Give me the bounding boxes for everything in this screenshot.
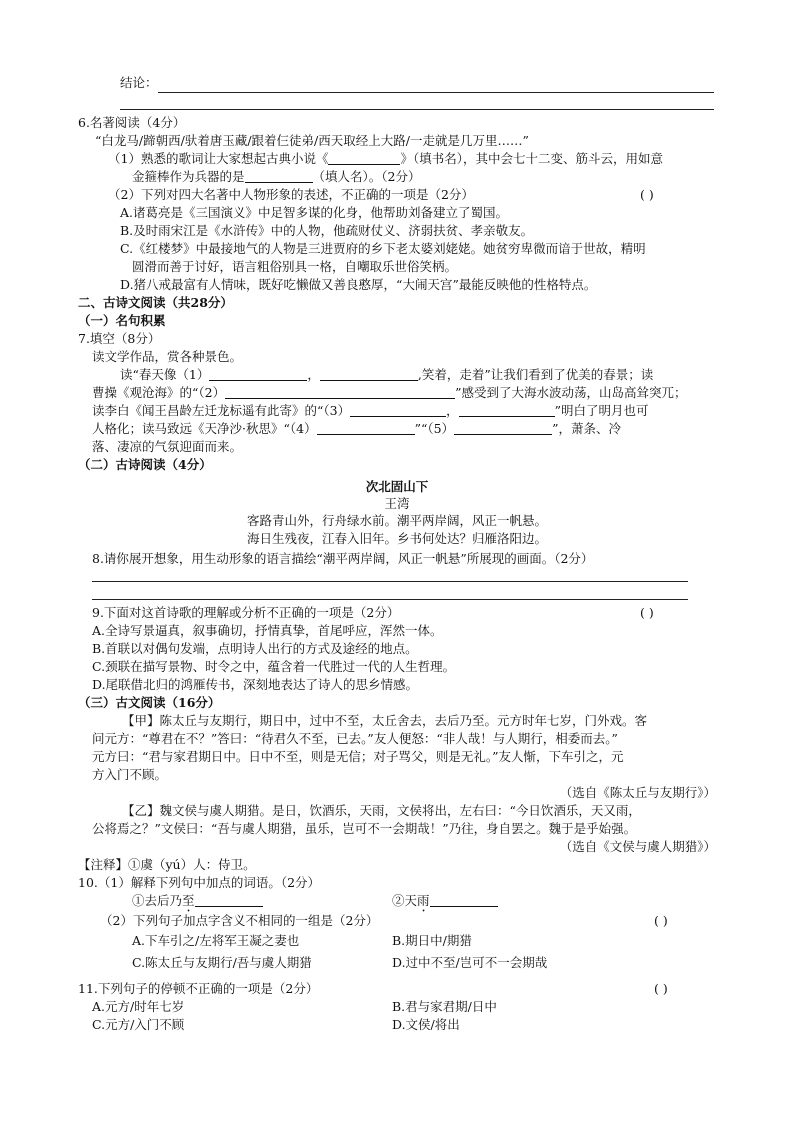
conclusion-line-2 xyxy=(120,109,714,110)
q10-text: 10.（1）解释下列句中加点的词语。（2分） xyxy=(78,875,321,890)
q8-answer-line-2[interactable] xyxy=(92,599,688,600)
subsection2-title: （二）古诗阅读（4分） xyxy=(78,457,212,472)
q11-text: 11.下列句子的停顿不正确的一项是（2分） xyxy=(78,981,319,996)
annotation-note: 【注释】①虞（yú）人：侍卫。 xyxy=(78,857,256,872)
passage-jia-source: （选自《陈太丘与友期行》） xyxy=(559,785,716,800)
q7-l4b: ”“（5） xyxy=(414,421,455,436)
q7-title: 7.填空（8分） xyxy=(78,331,161,346)
q10-blank-2[interactable] xyxy=(430,892,498,907)
q6-sub1-b: 》（填书名），其中会七十二变、筋斗云，用如意 xyxy=(400,151,663,166)
q7-blank-1b[interactable] xyxy=(320,366,418,381)
q10-option-a: A.下车引之/左将军王凝之妻也 xyxy=(132,933,300,948)
q7-l2a: 曹操《观沧海》的“（2） xyxy=(92,385,226,400)
q6-option-b: B.及时雨宋江是《水浒传》中的人物，他疏财仗义、济弱扶贫、孝亲敬友。 xyxy=(120,223,534,238)
passage-yi-1: 【乙】魏文侯与虞人期猎。是日，饮酒乐，天雨，文侯将出，左右曰：“今日饮酒乐，天又雨， xyxy=(122,803,641,818)
q7-blank-5[interactable] xyxy=(454,420,552,435)
q6-sub1-a: （1）熟悉的歌词让大家想起古典小说《 xyxy=(108,151,329,166)
q6-option-c-2: 圆滑而善于讨好，语言粗俗别具一格，自嘲取乐世俗笑柄。 xyxy=(132,259,458,274)
q10-option-d: D.过中不至/岂可不一会期哉 xyxy=(392,955,548,970)
q6-name-blank[interactable] xyxy=(245,168,313,183)
q11-option-a: A.元方/时年七岁 xyxy=(92,999,185,1014)
q10-sub2: （2）下列句子加点字含义不相同的一组是（2分） xyxy=(100,913,379,928)
q7-l4a: 人格化；读马致远《天净沙·秋思》“（4） xyxy=(92,421,317,436)
q6-sub1-d: （填人名）。（2分） xyxy=(312,169,421,184)
q6-option-c-1: C.《红楼梦》中最接地气的人物是三进贾府的乡下老太婆刘姥姥。她贫穷卑微而谙于世故，精明 xyxy=(120,241,646,256)
q8-text: 8.请你展开想象，用生动形象的语言描绘“潮平两岸阔，风正一帆悬”所展现的画面。（2分） xyxy=(92,551,594,566)
passage-jia-3: 元方曰：“君与家君期日中。日中不至，则是无信；对子骂父，则是无礼。”友人惭，下车引之，元 xyxy=(92,749,624,764)
poem-line-1: 客路青山外，行舟绿水前。潮平两岸阔，风正一帆悬。 xyxy=(246,513,547,528)
passage-jia-4: 方入门不顾。 xyxy=(92,767,168,782)
q9-option-b: B.首联以对偶句发端，点明诗人出行的方式及途经的地点。 xyxy=(92,641,418,656)
passage-jia-2: 问元方：“尊君在不？”答曰：“待君久不至，已去。”友人便怒：“非人哉！与人期行，相委而去。” xyxy=(92,731,618,746)
q7-l1b: ， xyxy=(307,367,320,382)
q6-answer-paren[interactable]: ( ) xyxy=(640,187,654,202)
q7-l3a: 读李白《闻王昌龄左迁龙标遥有此寄》的“（3） xyxy=(92,403,351,418)
q9-text: 9.下面对这首诗歌的理解或分析不正确的一项是（2分） xyxy=(92,605,400,620)
q7-line-2 xyxy=(92,384,687,403)
q7-l1c: ,笑着，走着”让我们看到了优美的春景；读 xyxy=(417,367,654,382)
q9-option-c: C.颈联在描写景物、时令之中，蕴含着一代胜过一代的人生哲理。 xyxy=(92,659,456,674)
q6-option-d: D.猪八戒最富有人情味，既好吃懒做又善良憨厚，“大闹天宫”最能反映他的性格特点。 xyxy=(120,277,597,292)
q7-line-4 xyxy=(92,420,621,439)
q7-line-5: 落、凄凉的气氛迎面而来。 xyxy=(92,439,243,454)
q11-option-b: B.君与家君期/日中 xyxy=(392,999,497,1014)
q10-option-b: B.期日中/期猎 xyxy=(392,933,472,948)
q6-sub2: （2）下列对四大名著中人物形象的表述，不正确的一项是（2分） xyxy=(108,187,474,202)
subsection1-title: （一）名句积累 xyxy=(78,313,166,328)
passage-yi-source: （选自《文侯与虞人期猎》） xyxy=(559,839,716,854)
passage-yi-2: 公将焉之？”文侯曰：“吾与虞人期猎，虽乐，岂可不一会期哉！”乃往，身自罢之。魏于是乎始强。 xyxy=(92,821,637,836)
q6-book-blank[interactable] xyxy=(328,150,400,165)
q7-blank-4[interactable] xyxy=(317,420,415,435)
q10-item-1-dotted: 至 xyxy=(182,893,195,908)
q7-line-3 xyxy=(92,402,649,421)
q7-blank-1a[interactable] xyxy=(209,366,307,381)
q10-blank-1[interactable] xyxy=(195,892,263,907)
q11-answer-paren[interactable]: ( ) xyxy=(654,981,668,996)
q7-l4c: ”，萧条、冷 xyxy=(552,421,621,436)
q7-l3c: ”明白了明月也可 xyxy=(554,403,649,418)
q7-blank-2[interactable] xyxy=(225,384,455,399)
q10-answer-paren[interactable]: ( ) xyxy=(654,913,668,928)
q11-option-c: C.元方/入门不顾 xyxy=(92,1017,185,1032)
q10-item-2-text: ②天 xyxy=(392,893,418,908)
q10-item-2 xyxy=(392,892,498,915)
q7-intro: 读文学作品，赏各种景色。 xyxy=(92,349,243,364)
q9-option-d: D.尾联借北归的鸿雁传书，深刻地表达了诗人的思乡情感。 xyxy=(92,677,419,692)
q6-sub1-c: 金箍棒作为兵器的是 xyxy=(132,169,245,184)
q11-option-d: D.文侯/将出 xyxy=(392,1017,460,1032)
conclusion-label: 结论： xyxy=(120,75,158,90)
q7-blank-3a[interactable] xyxy=(350,402,446,417)
poem-line-2: 海日生残夜，江春入旧年。乡书何处达？归雁洛阳边。 xyxy=(246,531,547,546)
q6-sub1 xyxy=(108,150,663,169)
poem-author: 王湾 xyxy=(384,496,410,511)
poem-title: 次北固山下 xyxy=(365,479,429,494)
section2-title: 二、古诗文阅读（共28分） xyxy=(78,295,233,310)
q6-sub1-cont xyxy=(132,168,420,187)
passage-jia-1: 【甲】陈太丘与友期行，期日中，过中不至，太丘舍去，去后乃至。元方时年七岁，门外戏。客 xyxy=(122,713,648,728)
q10-item-1-text: ①去后乃 xyxy=(132,893,183,908)
q6-quote: “白龙马/蹄朝西/驮着唐玉藏/跟着仨徒弟/西天取经上大路/一走就是几万里……” xyxy=(95,133,529,148)
q10-item-2-dotted: 雨 xyxy=(417,893,430,908)
q7-l3b: ， xyxy=(446,403,459,418)
q7-l1a: 读“春天像（1） xyxy=(120,367,210,382)
q8-answer-line-1[interactable] xyxy=(92,581,688,582)
q6-title: 6.名著阅读（4分） xyxy=(78,115,186,130)
q10-option-c: C.陈太丘与友期行/吾与虞人期猎 xyxy=(132,955,312,970)
q9-option-a: A.全诗写景逼真，叙事确切，抒情真挚，首尾呼应，浑然一体。 xyxy=(92,623,443,638)
q6-option-a: A.诸葛亮是《三国演义》中足智多谋的化身，他帮助刘备建立了蜀国。 xyxy=(120,205,509,220)
q7-l2b: ”感受到了大海水波动荡，山岛高耸突兀； xyxy=(455,385,687,400)
subsection3-title: （三）古文阅读（16分） xyxy=(78,695,221,710)
q7-line-1 xyxy=(120,366,653,385)
q7-blank-3b[interactable] xyxy=(459,402,555,417)
conclusion-line-1 xyxy=(158,92,714,93)
q9-answer-paren[interactable]: ( ) xyxy=(640,605,654,620)
